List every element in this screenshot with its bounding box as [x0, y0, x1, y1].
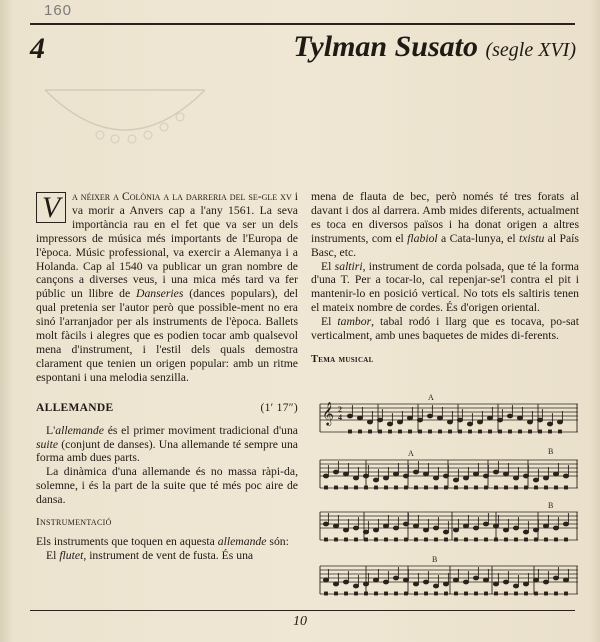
note-head — [513, 584, 518, 588]
percussion-note — [365, 538, 368, 541]
percussion-note — [485, 538, 488, 541]
note-head — [443, 530, 448, 534]
header-rule — [30, 23, 575, 25]
percussion-note — [499, 430, 502, 433]
note-head — [463, 524, 468, 528]
percussion-note — [395, 592, 398, 595]
note-head — [523, 530, 528, 534]
percussion-note — [555, 592, 558, 595]
note-head — [503, 472, 508, 476]
dynamics-paragraph: La dinàmica d'una allemande és no massa ràpi-da, solemne, i és la part de la suite que té més poc aire de dansa. — [36, 465, 298, 507]
note-head — [453, 578, 458, 582]
percussion-note — [515, 538, 518, 541]
percussion-note — [385, 538, 388, 541]
percussion-note — [555, 486, 558, 489]
percussion-note — [405, 592, 408, 595]
note-head — [483, 474, 488, 478]
percussion-note — [345, 592, 348, 595]
percussion-note — [465, 592, 468, 595]
note-head — [547, 422, 552, 426]
percussion-note — [495, 592, 498, 595]
pencil-annotation: 160 — [44, 2, 73, 19]
note-head — [433, 584, 438, 588]
percussion-note — [495, 486, 498, 489]
drop-cap: V — [36, 192, 66, 223]
percussion-note — [335, 538, 338, 541]
note-head — [483, 578, 488, 582]
section-title: ALLEMANDE — [36, 401, 114, 414]
percussion-note — [365, 486, 368, 489]
percussion-note — [355, 538, 358, 541]
intro-paragraph: V a néixer a Colònia a la darreria del se-gle xv i va morir a Anvers cap a l'any 1561. La seva importància rau en el fet que va ser un dels impressors de música més importants de l'Europa de l'època. Músic professional, va exercir a Alemanya i a Holanda. Cap al 1540 va publicar un gran nombre de cançons a diverses veus, i una mica més tard va fer públic un llibre de Danseries (dances populars), del qual pretenia ser l'autor però que possible-ment no era sinó l'arranjador per als instruments de l'època. Ballets molt fàcils i alegres que es podien tocar amb qualsevol mena d'instrument, i l'estil dels quals demostra clarament que tenien un origen popular: amb un ritme espontani i una melodia senzilla. — [36, 190, 299, 384]
percussion-note — [445, 592, 448, 595]
note-head — [543, 524, 548, 528]
percussion-note — [535, 592, 538, 595]
percussion-note — [565, 486, 568, 489]
note-head — [493, 524, 498, 528]
percussion-note — [535, 486, 538, 489]
note-head — [333, 524, 338, 528]
note-head — [373, 528, 378, 532]
percussion-note — [455, 592, 458, 595]
century-subtitle: (segle XVI) — [485, 39, 576, 61]
note-head — [563, 578, 568, 582]
note-head — [403, 474, 408, 478]
percussion-note — [545, 486, 548, 489]
note-head — [513, 526, 518, 530]
percussion-note — [325, 592, 328, 595]
chapter-number: 4 — [30, 32, 45, 65]
percussion-note — [525, 538, 528, 541]
percussion-note — [419, 430, 422, 433]
note-head — [533, 478, 538, 482]
percussion-note — [369, 430, 372, 433]
percussion-note — [415, 538, 418, 541]
percussion-note — [385, 486, 388, 489]
note-head — [403, 522, 408, 526]
percussion-note — [379, 430, 382, 433]
percussion-note — [455, 486, 458, 489]
note-head — [443, 582, 448, 586]
note-head — [533, 578, 538, 582]
percussion-note — [485, 592, 488, 595]
percussion-note — [519, 430, 522, 433]
note-head — [557, 420, 562, 424]
note-head — [427, 414, 432, 418]
note-head — [383, 580, 388, 584]
note-head — [473, 526, 478, 530]
note-head — [523, 582, 528, 586]
note-head — [333, 470, 338, 474]
svg-text:A: A — [408, 449, 414, 458]
note-head — [543, 580, 548, 584]
percussion-note — [505, 592, 508, 595]
note-head — [423, 580, 428, 584]
note-head — [487, 416, 492, 420]
note-head — [497, 418, 502, 422]
note-head — [523, 474, 528, 478]
note-head — [413, 524, 418, 528]
percussion-note — [375, 592, 378, 595]
page-title — [293, 30, 576, 64]
svg-text:B: B — [548, 501, 554, 510]
note-head — [383, 476, 388, 480]
note-head — [453, 528, 458, 532]
percussion-note — [479, 430, 482, 433]
percussion-note — [475, 486, 478, 489]
percussion-note — [559, 430, 562, 433]
note-head — [387, 422, 392, 426]
flutet-continued: mena de flauta de bec, però només té tres forats al davant i dos al darrera. Amb mides diferents, actualment es toca en diversos països i ha donat origen a altres instruments, com el flabiol a Cata-lunya, el txistu al País Basc, etc. — [311, 190, 579, 259]
note-head — [343, 580, 348, 584]
note-head — [563, 474, 568, 478]
percussion-note — [455, 538, 458, 541]
percussion-note — [445, 486, 448, 489]
note-head — [537, 418, 542, 422]
instruments-intro: Els instruments que toquen en aquesta allemande són: — [36, 534, 289, 548]
bleed-through-drawing — [40, 75, 210, 145]
tambor-paragraph: El tambor, tabal rodó i llarg que es tocava, po-sat verticalment, amb unes baquetes de mides di-ferents. — [311, 315, 579, 343]
note-head — [443, 474, 448, 478]
note-head — [467, 422, 472, 426]
percussion-note — [535, 538, 538, 541]
note-head — [493, 470, 498, 474]
percussion-note — [475, 538, 478, 541]
percussion-note — [539, 430, 542, 433]
percussion-note — [355, 592, 358, 595]
percussion-note — [525, 592, 528, 595]
note-head — [447, 420, 452, 424]
percussion-note — [335, 486, 338, 489]
percussion-note — [359, 430, 362, 433]
percussion-note — [405, 486, 408, 489]
note-head — [493, 582, 498, 586]
percussion-note — [505, 486, 508, 489]
footer-rule — [30, 610, 575, 611]
note-head — [343, 528, 348, 532]
percussion-note — [445, 538, 448, 541]
note-head — [437, 416, 442, 420]
note-head — [393, 526, 398, 530]
percussion-note — [435, 538, 438, 541]
left-column — [36, 190, 298, 563]
percussion-note — [345, 538, 348, 541]
note-head — [457, 418, 462, 422]
note-head — [383, 524, 388, 528]
note-head — [357, 416, 362, 420]
percussion-note — [469, 430, 472, 433]
note-head — [413, 470, 418, 474]
section-duration: (1′ 17″) — [260, 401, 298, 414]
percussion-note — [429, 430, 432, 433]
percussion-note — [509, 430, 512, 433]
note-head — [343, 472, 348, 476]
percussion-note — [345, 486, 348, 489]
instrumentation-heading: Instrumentació — [36, 516, 112, 529]
percussion-note — [375, 538, 378, 541]
percussion-note — [529, 430, 532, 433]
note-head — [353, 526, 358, 530]
note-head — [473, 472, 478, 476]
note-head — [423, 472, 428, 476]
note-head — [553, 472, 558, 476]
note-head — [563, 522, 568, 526]
note-head — [417, 418, 422, 422]
percussion-note — [365, 592, 368, 595]
note-head — [477, 420, 482, 424]
percussion-note — [485, 486, 488, 489]
percussion-note — [475, 592, 478, 595]
music-score — [316, 392, 580, 602]
percussion-note — [385, 592, 388, 595]
page-number: 10 — [293, 614, 307, 629]
note-head — [503, 528, 508, 532]
note-head — [433, 476, 438, 480]
percussion-note — [335, 592, 338, 595]
svg-text:4: 4 — [338, 413, 342, 422]
percussion-note — [415, 486, 418, 489]
percussion-note — [435, 486, 438, 489]
percussion-note — [415, 592, 418, 595]
note-head — [333, 582, 338, 586]
flutet-paragraph: El flutet, instrument de vent de fusta. És una — [46, 548, 254, 562]
percussion-note — [325, 486, 328, 489]
percussion-note — [505, 538, 508, 541]
percussion-note — [495, 538, 498, 541]
saltiri-paragraph: El saltiri, instrument de corda polsada, que té la forma d'una T. Per a tocar-lo, cal repenjar-se'l contra el pit i mantenir-lo en posició vertical. No tots els saltiris tenen el mateix nombre de cordes. És d'origen oriental. — [311, 259, 579, 315]
note-head — [367, 420, 372, 424]
percussion-note — [515, 486, 518, 489]
note-head — [403, 578, 408, 582]
note-head — [463, 476, 468, 480]
note-head — [363, 582, 368, 586]
composer-name: Tylman Susato — [293, 30, 478, 63]
note-head — [397, 420, 402, 424]
percussion-note — [545, 592, 548, 595]
percussion-note — [395, 538, 398, 541]
note-head — [453, 478, 458, 482]
note-head — [543, 476, 548, 480]
percussion-note — [525, 486, 528, 489]
percussion-note — [425, 538, 428, 541]
percussion-note — [459, 430, 462, 433]
percussion-note — [435, 592, 438, 595]
note-head — [353, 476, 358, 480]
note-head — [407, 416, 412, 420]
percussion-note — [515, 592, 518, 595]
note-head — [363, 530, 368, 534]
note-head — [323, 578, 328, 582]
note-head — [473, 576, 478, 580]
musical-theme-heading: Tema musical — [311, 353, 374, 365]
note-head — [553, 526, 558, 530]
note-head — [527, 420, 532, 424]
section-heading — [36, 402, 298, 416]
percussion-note — [355, 486, 358, 489]
note-head — [323, 474, 328, 478]
allemande-paragraph: L'allemande és el primer moviment tradicional d'una suite (conjunt de danses). Una allemande té sempre una forma amb dues parts. — [36, 423, 298, 465]
right-column — [311, 190, 579, 367]
percussion-note — [545, 538, 548, 541]
percussion-note — [565, 538, 568, 541]
percussion-note — [389, 430, 392, 433]
note-head — [377, 418, 382, 422]
percussion-note — [465, 486, 468, 489]
note-head — [393, 472, 398, 476]
percussion-note — [555, 538, 558, 541]
percussion-note — [489, 430, 492, 433]
percussion-note — [549, 430, 552, 433]
percussion-note — [449, 430, 452, 433]
percussion-note — [439, 430, 442, 433]
note-head — [533, 528, 538, 532]
note-head — [463, 580, 468, 584]
note-head — [323, 522, 328, 526]
percussion-note — [349, 430, 352, 433]
percussion-note — [425, 592, 428, 595]
svg-text:B: B — [432, 555, 438, 564]
percussion-note — [325, 538, 328, 541]
percussion-note — [465, 538, 468, 541]
percussion-note — [405, 538, 408, 541]
note-head — [503, 580, 508, 584]
percussion-note — [409, 430, 412, 433]
percussion-note — [395, 486, 398, 489]
note-head — [363, 474, 368, 478]
note-head — [553, 576, 558, 580]
note-head — [347, 414, 352, 418]
svg-text:2: 2 — [338, 405, 342, 414]
percussion-note — [375, 486, 378, 489]
note-head — [517, 416, 522, 420]
note-head — [353, 584, 358, 588]
svg-text:𝄞: 𝄞 — [322, 401, 334, 425]
note-head — [393, 576, 398, 580]
note-head — [373, 578, 378, 582]
percussion-note — [425, 486, 428, 489]
note-head — [483, 522, 488, 526]
note-head — [513, 476, 518, 480]
svg-text:A: A — [428, 393, 434, 402]
svg-text:B: B — [548, 447, 554, 456]
note-head — [433, 526, 438, 530]
note-head — [413, 582, 418, 586]
note-head — [373, 478, 378, 482]
percussion-note — [565, 592, 568, 595]
note-head — [423, 528, 428, 532]
percussion-note — [399, 430, 402, 433]
note-head — [507, 414, 512, 418]
